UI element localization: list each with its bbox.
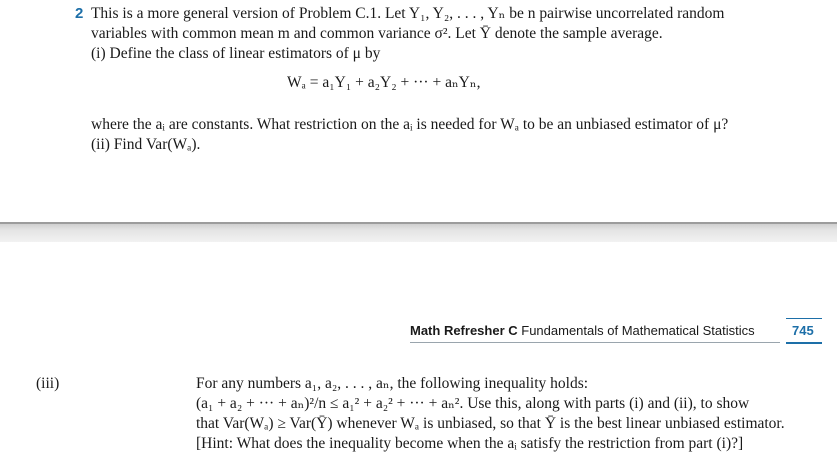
page-number: 745: [792, 323, 814, 338]
page-number-rule: [786, 342, 822, 344]
problem-intro-text: This is a more general version of Problem C.1. Let Y₁, Y₂, . . . , Yₙ be n pairwise uncorrelated random: [90, 5, 725, 22]
restriction-question: where the aᵢ are constants. What restriction on the aᵢ is needed for Wₐ to be an unbiased estimator of μ?: [91, 116, 729, 133]
linear-estimator-equation: Wₐ = a₁Y₁ + a₂Y₂ + ··· + aₙYₙ,: [287, 74, 481, 91]
problem-line-2: variables with common mean m and common variance σ². Let Ȳ denote the sample average.: [91, 25, 663, 42]
running-head-title: Fundamentals of Mathematical Statistics: [521, 323, 755, 338]
page-number-top-rule: [786, 318, 822, 319]
page-top: [0, 0, 837, 222]
part-iii-label: (iii): [36, 375, 60, 392]
part-iii-line-2: (a₁ + a₂ + ··· + aₙ)²/n ≤ a₁² + a₂² + ··· + aₙ². Use this, along with parts (i) and (ii), to show: [196, 395, 750, 412]
page-break-gap: [0, 222, 837, 242]
running-head-label: Math Refresher C: [410, 323, 518, 338]
part-ii-text: (ii) Find Var(Wₐ).: [91, 136, 201, 153]
part-i-text: (i) Define the class of linear estimators of μ by: [91, 45, 381, 62]
part-iii-hint: [Hint: What does the inequality become when the aᵢ satisfy the restriction from part (i)?]: [196, 435, 744, 452]
page-break-edge: [0, 222, 837, 224]
part-iii-line-1: For any numbers a₁, a₂, . . . , aₙ, the following inequality holds:: [196, 375, 589, 392]
part-iii-line-3: that Var(Wₐ) ≥ Var(Ȳ) whenever Wₐ is unbiased, so that Ȳ is the best linear unbiased estimator.: [196, 415, 785, 432]
running-head: [410, 322, 755, 339]
running-head-rule: [410, 342, 780, 343]
problem-line-1: [75, 4, 724, 23]
problem-number: 2: [75, 5, 84, 22]
